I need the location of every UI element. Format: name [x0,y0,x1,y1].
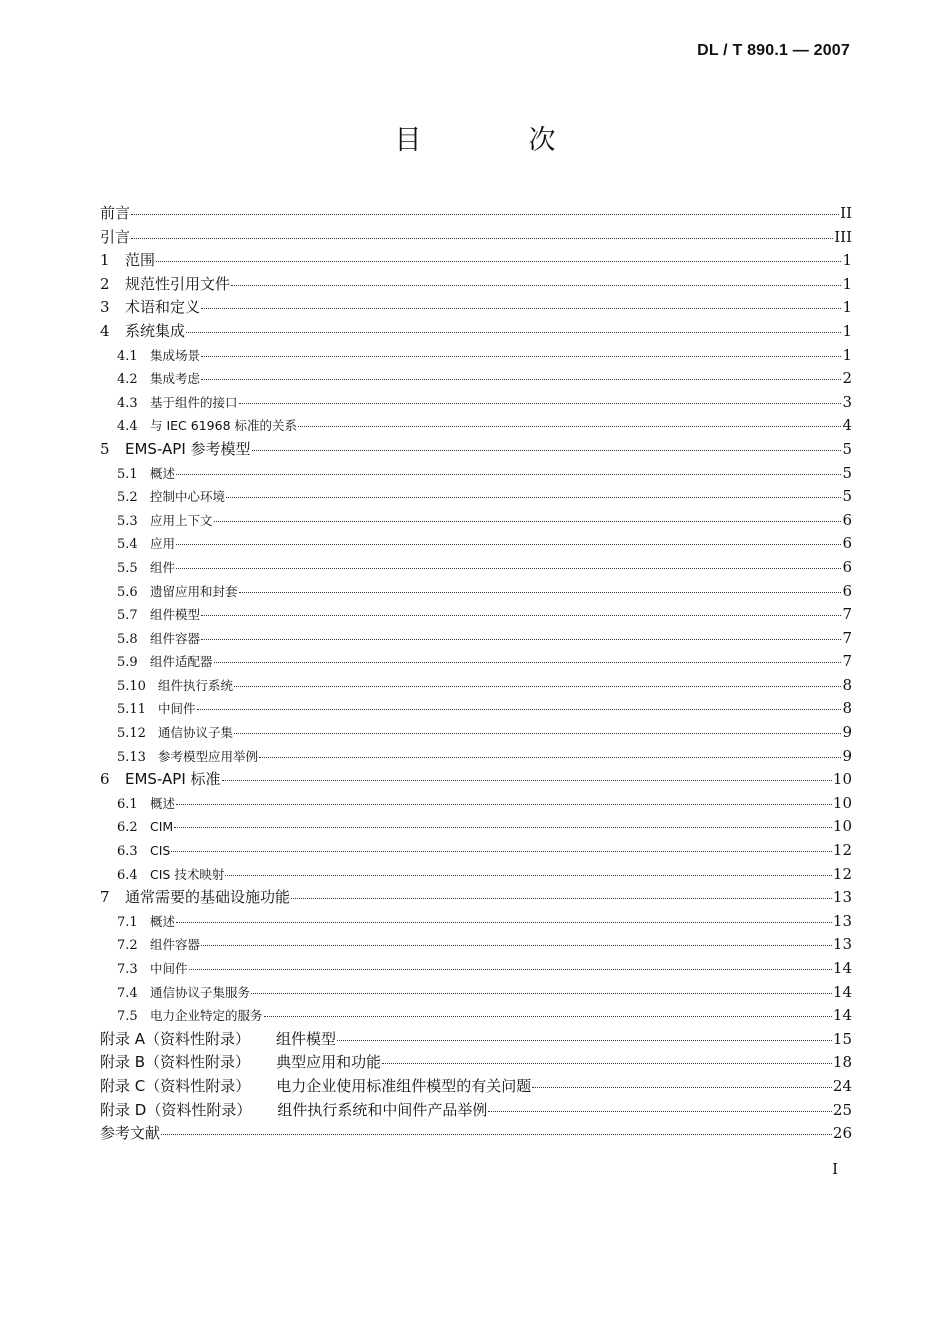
toc-entry-number: 5.13 [117,749,146,765]
toc-entry[interactable] [100,509,852,533]
toc-entry-page: 12 [832,864,852,883]
toc-entry-label: 电力企业特定的服务 [150,1008,263,1024]
toc-entry-label: 组件模型 [150,607,201,623]
toc-entry-label: 控制中心环境 [150,489,226,505]
toc-entry-number: 1 [100,251,110,270]
dot-leader [298,425,841,427]
toc-entry-label: 规范性引用文件 [125,274,231,293]
toc-entry-page: 8 [842,675,852,694]
toc-entry-page: 5 [842,439,852,458]
toc-entry-label: 范围 [125,251,156,270]
toc-entry-page: 13 [832,935,852,954]
toc-entry[interactable] [100,933,852,957]
toc-entry-number: 5.9 [117,655,138,671]
toc-entry-number: 6.3 [117,844,138,860]
toc-entry-number: 7.3 [117,962,138,977]
dot-leader [176,803,832,805]
dot-leader [201,614,841,616]
dot-leader [174,826,832,828]
dot-leader [214,520,842,522]
toc-entry-label: 集成考虑 [150,371,201,387]
toc-entry-label: 附录 C（资料性附录） [100,1076,251,1095]
toc-entry-page: 6 [842,557,852,576]
toc-entry[interactable] [100,1075,852,1099]
toc-entry[interactable] [100,697,852,721]
toc-entry-page: 14 [832,959,852,977]
toc-entry-page: 1 [842,345,852,364]
toc-entry[interactable] [100,249,852,273]
toc-entry-page: 7 [842,605,852,624]
toc-entry-page: 15 [832,1029,852,1048]
dot-leader [161,1133,832,1135]
toc-entry-subtitle: 组件执行系统和中间件产品举例 [277,1100,488,1119]
toc-entry-number: 5.2 [117,490,138,506]
dot-leader [234,732,841,734]
dot-leader [337,1039,832,1041]
toc-entry[interactable] [100,226,852,250]
toc-entry-page: 25 [832,1100,852,1119]
dot-leader [532,1086,832,1088]
toc-entry[interactable] [100,1028,852,1052]
toc-entry[interactable] [100,414,852,438]
toc-entry[interactable] [100,627,852,651]
toc-entry-label: CIS [150,843,171,859]
toc-entry-page: 6 [842,510,852,529]
toc-entry-subtitle: 电力企业使用标准组件模型的有关问题 [276,1076,532,1095]
dot-leader [226,496,841,498]
toc-entry-page: 2 [842,369,852,388]
toc-entry-label: 通信协议子集 [158,725,234,741]
toc-entry[interactable] [100,344,852,368]
toc-entry-number: 5.4 [117,537,138,553]
toc-entry[interactable] [100,745,852,769]
toc-entry-number: 5.3 [117,513,138,529]
toc-entry[interactable] [100,580,852,604]
toc-entry-page: III [834,227,852,246]
dot-leader [488,1110,832,1112]
toc-entry-label: 集成场景 [150,347,201,363]
toc-entry-number: 7.1 [117,914,138,930]
page-title: 目 次 [394,125,596,156]
dot-leader [214,661,842,663]
toc-entry-number: 7.5 [117,1009,138,1025]
toc-entry[interactable] [100,910,852,934]
toc-entry[interactable] [100,438,852,462]
toc-entry-number: 3 [100,298,110,317]
dot-leader [234,685,841,687]
toc-entry-label: 组件适配器 [150,654,213,670]
toc-entry-label: EMS-API 标准 [125,770,221,789]
dot-leader [252,449,842,451]
toc-entry[interactable] [100,367,852,391]
toc-entry-page: 10 [832,770,852,789]
toc-entry-label: 应用上下文 [150,512,213,528]
toc-entry-page: 10 [832,793,852,812]
toc-entry-number: 4.1 [117,348,138,364]
toc-entry[interactable] [100,1099,852,1123]
toc-entry-label: CIS 技术映射 [150,866,225,882]
toc-entry-label: EMS-API 参考模型 [125,439,251,458]
toc-entry-number: 6.2 [117,820,138,836]
dot-leader [201,944,832,946]
toc-entry-number: 5.10 [117,678,146,694]
dot-leader [131,237,833,239]
toc-entry[interactable] [100,1051,852,1075]
toc-entry-number: 5.7 [117,608,138,624]
dot-leader [222,779,832,781]
toc-entry[interactable] [100,462,852,486]
dot-leader [239,402,842,404]
dot-leader [201,307,841,309]
dot-leader [197,708,842,710]
toc-entry[interactable] [100,391,852,415]
dot-leader [201,355,841,357]
dot-leader [291,897,832,899]
dot-leader [259,756,841,758]
toc-entry-page: 9 [842,723,852,742]
toc-entry-number: 5.8 [117,631,138,647]
toc-entry[interactable] [100,981,852,1005]
toc-entry-page: 13 [832,888,852,907]
toc-entry-label: CIM [150,819,174,835]
toc-entry-label: 中间件 [150,961,188,976]
toc-entry-page: 18 [832,1053,852,1072]
toc-entry[interactable] [100,532,852,556]
toc-entry-page: 14 [832,1006,852,1025]
toc-entry-page: 13 [832,911,852,930]
dot-leader [201,638,841,640]
toc-entry-label: 引言 [100,227,131,246]
toc-entry-page: 7 [842,628,852,647]
toc-entry-page: 3 [842,392,852,411]
toc-entry[interactable] [100,674,852,698]
toc-entry-label: 参考文献 [100,1124,161,1143]
toc-entry-page: 9 [842,746,852,765]
toc-entry-page: 8 [842,699,852,718]
toc-entry-page: 6 [842,581,852,600]
toc-entry[interactable] [100,650,852,674]
toc-entry-label: 附录 B（资料性附录） [100,1053,251,1072]
toc-entry[interactable] [100,320,852,344]
toc-entry-label: 参考模型应用举例 [158,748,259,764]
toc-entry-label: 通常需要的基础设施功能 [125,888,291,907]
dot-leader [176,473,841,475]
toc-entry-label: 组件容器 [150,630,201,646]
dot-leader [382,1062,832,1064]
toc-entry-number: 7.2 [117,938,138,954]
toc-entry-page: 4 [842,416,852,435]
dot-leader [231,284,841,286]
dot-leader [264,1015,832,1017]
toc-entry-page: 24 [832,1076,852,1095]
toc-entry-number: 6.4 [117,867,138,883]
toc-entry-page: 5 [842,487,852,506]
toc-entry[interactable] [100,768,852,792]
dot-leader [189,968,832,970]
standard-code: DL / T 890.1 — 2007 [697,42,850,59]
toc-entry-number: 2 [100,274,110,293]
toc-entry[interactable] [100,863,852,887]
toc-entry-page: 1 [842,321,852,340]
toc-entry-page: 1 [842,274,852,293]
toc-entry-label: 基于组件的接口 [150,394,238,410]
toc-entry-page: 5 [842,463,852,482]
toc-entry[interactable] [100,957,852,981]
dot-leader [156,260,841,262]
toc-entry-number: 5.12 [117,726,146,742]
toc-entry-number: 7.4 [117,985,138,1001]
toc-entry-page: 12 [832,841,852,860]
toc-entry-label: 中间件 [158,701,196,717]
toc-entry-label: 组件容器 [150,937,201,953]
dot-leader [131,213,839,215]
toc-entry-number: 7 [100,888,110,907]
dot-leader [186,331,841,333]
toc-entry[interactable] [100,556,852,580]
toc-entry-number: 4 [100,321,110,340]
toc-entry[interactable] [100,815,852,839]
toc-entry[interactable] [100,273,852,297]
toc-entry-label: 附录 D（资料性附录） [100,1100,252,1119]
toc-entry-subtitle: 典型应用和功能 [276,1053,382,1072]
toc-entry-label: 概述 [150,795,176,811]
toc-entry-label: 附录 A（资料性附录） [100,1029,251,1048]
toc-entry-number: 5.6 [117,584,138,600]
toc-entry-number: 6 [100,770,110,789]
toc-entry-number: 5.1 [117,466,138,482]
toc-entry-page: 6 [842,534,852,553]
toc-entry-page: 26 [832,1124,852,1143]
toc-entry-number: 4.4 [117,419,138,435]
toc-entry-number: 6.1 [117,796,138,812]
dot-leader [176,567,841,569]
toc-entry-label: 前言 [100,204,131,222]
toc-entry[interactable] [100,202,852,226]
page-number: I [832,1160,838,1178]
toc-entry[interactable] [100,721,852,745]
toc-entry-number: 5.5 [117,560,138,576]
toc-entry-page: II [840,204,852,222]
toc-entry-label: 概述 [150,465,176,481]
dot-leader [201,378,841,380]
toc-entry-label: 应用 [150,536,176,552]
toc-entry-number: 5 [100,439,110,458]
toc-entry[interactable] [100,603,852,627]
dot-leader [176,543,841,545]
toc-entry-page: 14 [832,982,852,1001]
toc-entry-label: 通信协议子集服务 [150,984,251,1000]
toc-entry-label: 组件执行系统 [158,677,234,693]
toc-entry[interactable] [100,296,852,320]
toc-entry-number: 5.11 [117,702,146,718]
toc-entry-subtitle: 组件模型 [276,1029,337,1048]
dot-leader [171,850,832,852]
toc-entry-page: 10 [832,817,852,836]
toc-entry[interactable] [100,792,852,816]
toc-entry[interactable] [100,839,852,863]
toc-entry-label: 系统集成 [125,321,186,340]
toc-entry-label: 遗留应用和封套 [150,583,238,599]
toc-entry-number: 4.2 [117,372,138,388]
toc-entry-label: 概述 [150,913,176,929]
dot-leader [225,874,832,876]
toc-entry[interactable] [100,485,852,509]
toc-entry-label: 术语和定义 [125,298,201,317]
toc-entry-number: 4.3 [117,395,138,411]
toc-entry-page: 1 [842,251,852,270]
toc-entry-label: 与 IEC 61968 标准的关系 [150,418,297,434]
dot-leader [251,992,832,994]
toc-entry-page: 7 [842,652,852,671]
toc-entry-page: 1 [842,298,852,317]
table-of-contents [100,202,852,1146]
toc-entry[interactable] [100,1122,852,1146]
toc-entry[interactable] [100,886,852,910]
dot-leader [239,591,842,593]
toc-entry[interactable] [100,1004,852,1028]
toc-entry-label: 组件 [150,559,176,575]
dot-leader [176,921,832,923]
